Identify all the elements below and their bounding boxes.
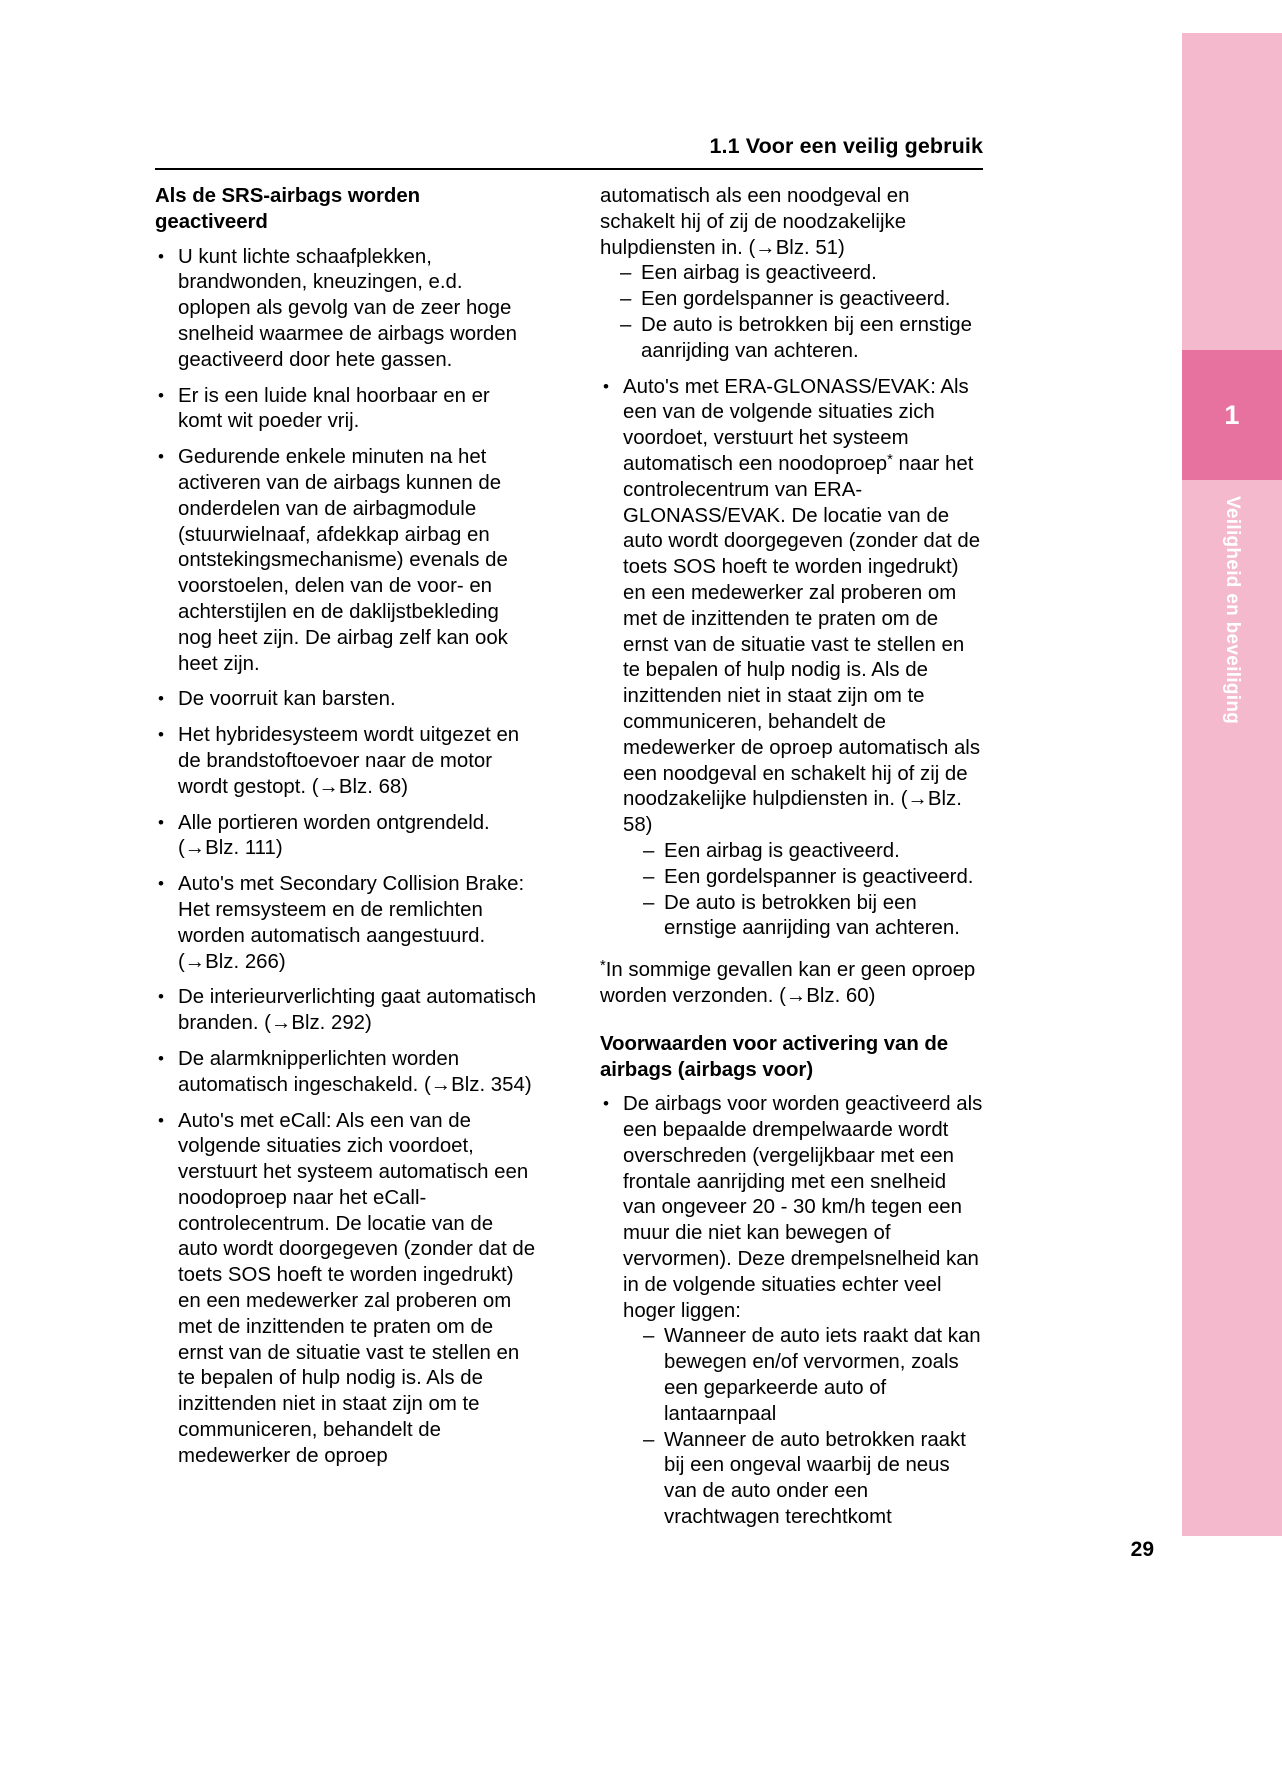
list-item: – Een gordelspanner is geactiveerd. <box>643 865 983 891</box>
list-item: • U kunt lichte schaafplekken, brandwonden, kneuzingen, e.d. oplopen als gevolg van de zeer hoge snelheid waarmee de airbags worden geactiveerd door hete gassen. <box>155 245 538 374</box>
list-item: • De interieurverlichting gaat automatisch branden. (→Blz. 292) <box>155 985 538 1037</box>
list-item: • Auto's met Secondary Collision Brake: Het remsysteem en de remlichten worden automatisch aangestuurd. (→Blz. 266) <box>155 872 538 975</box>
list-item: – De auto is betrokken bij een ernstige aanrijding van achteren. <box>620 313 983 365</box>
left-section-heading: Als de SRS-airbags worden geactiveerd <box>155 185 421 233</box>
footnote-star-icon: * <box>600 957 606 974</box>
list-item: – Een airbag is geactiveerd. <box>620 261 983 287</box>
ecall-sub-list-wrap <box>620 261 983 364</box>
page-header-title: 1.1 Voor een veilig gebruik <box>709 134 983 158</box>
era-glonass-text-part-2: naar het controlecentrum van ERA-GLONASS/EVAK. De locatie van de auto wordt doorgegeven (zonder dat de toets SOS hoeft te worden ingedrukt) en een medewerker zal proberen om met de inzittenden te praten om de ernst van de situatie vast te stellen en te bepalen of hulp nodig is. Als de inzittenden niet in staat zijn om te communiceren, behandelt de medewerker de oproep automatisch als een noodgeval en schakelt hij of zij de noodzakelijke hulpdiensten in. (→Blz. 58) <box>623 452 981 837</box>
list-item: • Gedurende enkele minuten na het activeren van de airbags kunnen de onderdelen van de airbagmodule (stuurwielnaaf, afdekkap airbag en ontstekingsmechanisme) evenals de voorstoelen, delen van de voor- en achterstijlen en de daklijstbekleding nog heet zijn. De airbag zelf kan ook heet zijn. <box>155 445 538 677</box>
chapter-number: 1 <box>1224 399 1240 430</box>
list-item: – Een airbag is geactiveerd. <box>643 839 983 865</box>
list-item: – De auto is betrokken bij een ernstige aanrijding van achteren. <box>643 891 983 943</box>
chapter-label-text: Veiligheid en beveiliging <box>1222 496 1243 725</box>
chapter-label-vertical <box>1182 490 1282 910</box>
activation-bullet-text: De airbags voor worden geactiveerd als een bepaalde drempelwaarde wordt overschreden (vergelijkbaar met een frontale aanrijding met een snelheid van ongeveer 20 - 30 km/h tegen een muur die niet kan bewegen of vervormen). Deze drempelsnelheid kan in de volgende situaties echter veel hoger liggen: <box>623 1093 983 1322</box>
footnote-marker-icon: * <box>887 451 893 468</box>
list-item: • De alarmknipperlichten worden automatisch ingeschakeld. (→Blz. 354) <box>155 1047 538 1099</box>
footnote-paragraph <box>600 958 983 1010</box>
list-item: – Wanneer de auto betrokken raakt bij een ongeval waarbij de neus van de auto onder een vrachtwagen terechtkomt <box>643 1428 983 1531</box>
activation-sub-list <box>643 1324 983 1530</box>
activation-bullet-list <box>600 1092 983 1531</box>
right-section-heading: Voorwaarden voor activering van de airbags (airbags voor) <box>600 1032 949 1081</box>
header-divider-rule <box>155 168 983 170</box>
page-number: 29 <box>1130 1538 1154 1561</box>
right-column <box>600 184 983 1529</box>
list-item: • De voorruit kan barsten. <box>155 687 538 713</box>
list-item: • Alle portieren worden ontgrendeld. (→Blz. 111) <box>155 811 538 863</box>
list-item: • Auto's met eCall: Als een van de volgende situaties zich voordoet, verstuurt het systeem automatisch een noodoproep naar het eCall-controlecentrum. De locatie van de auto wordt doorgegeven (zonder dat de toets SOS hoeft te worden ingedrukt) en een medewerker zal proberen om met de inzittenden te praten om de ernst van de situatie vast te stellen en te bepalen of hulp nodig is. Als de inzittenden niet in staat zijn om te communiceren, behandelt de medewerker de oproep <box>155 1109 538 1470</box>
ecall-sub-list <box>620 261 983 364</box>
list-item: • Er is een luide knal hoorbaar en er komt wit poeder vrij. <box>155 384 538 436</box>
era-glonass-bullet-list <box>600 375 983 943</box>
era-glonass-sub-list <box>643 839 983 942</box>
ecall-continuation-paragraph: automatisch als een noodgeval en schakelt hij of zij de noodzakelijke hulpdiensten in. (→Blz. 51) <box>600 185 910 259</box>
footnote-text: In sommige gevallen kan er geen oproep worden verzonden. (→Blz. 60) <box>600 959 976 1007</box>
left-column <box>155 184 538 1467</box>
body-columns <box>155 184 983 1529</box>
list-item: – Wanneer de auto iets raakt dat kan bewegen en/of vervormen, zoals een geparkeerde auto of lantaarnpaal <box>643 1324 983 1427</box>
list-item <box>600 375 983 943</box>
list-item: • Het hybridesysteem wordt uitgezet en de brandstoftoevoer naar de motor wordt gestopt. (→Blz. 68) <box>155 723 538 800</box>
left-bullet-list <box>155 245 538 1470</box>
list-item <box>600 1092 983 1531</box>
era-glonass-text-part-1: Auto's met ERA-GLONASS/EVAK: Als een van de volgende situaties zich voordoet, verstuurt het systeem automatisch een noodoproep <box>623 375 969 475</box>
list-item: – Een gordelspanner is geactiveerd. <box>620 287 983 313</box>
